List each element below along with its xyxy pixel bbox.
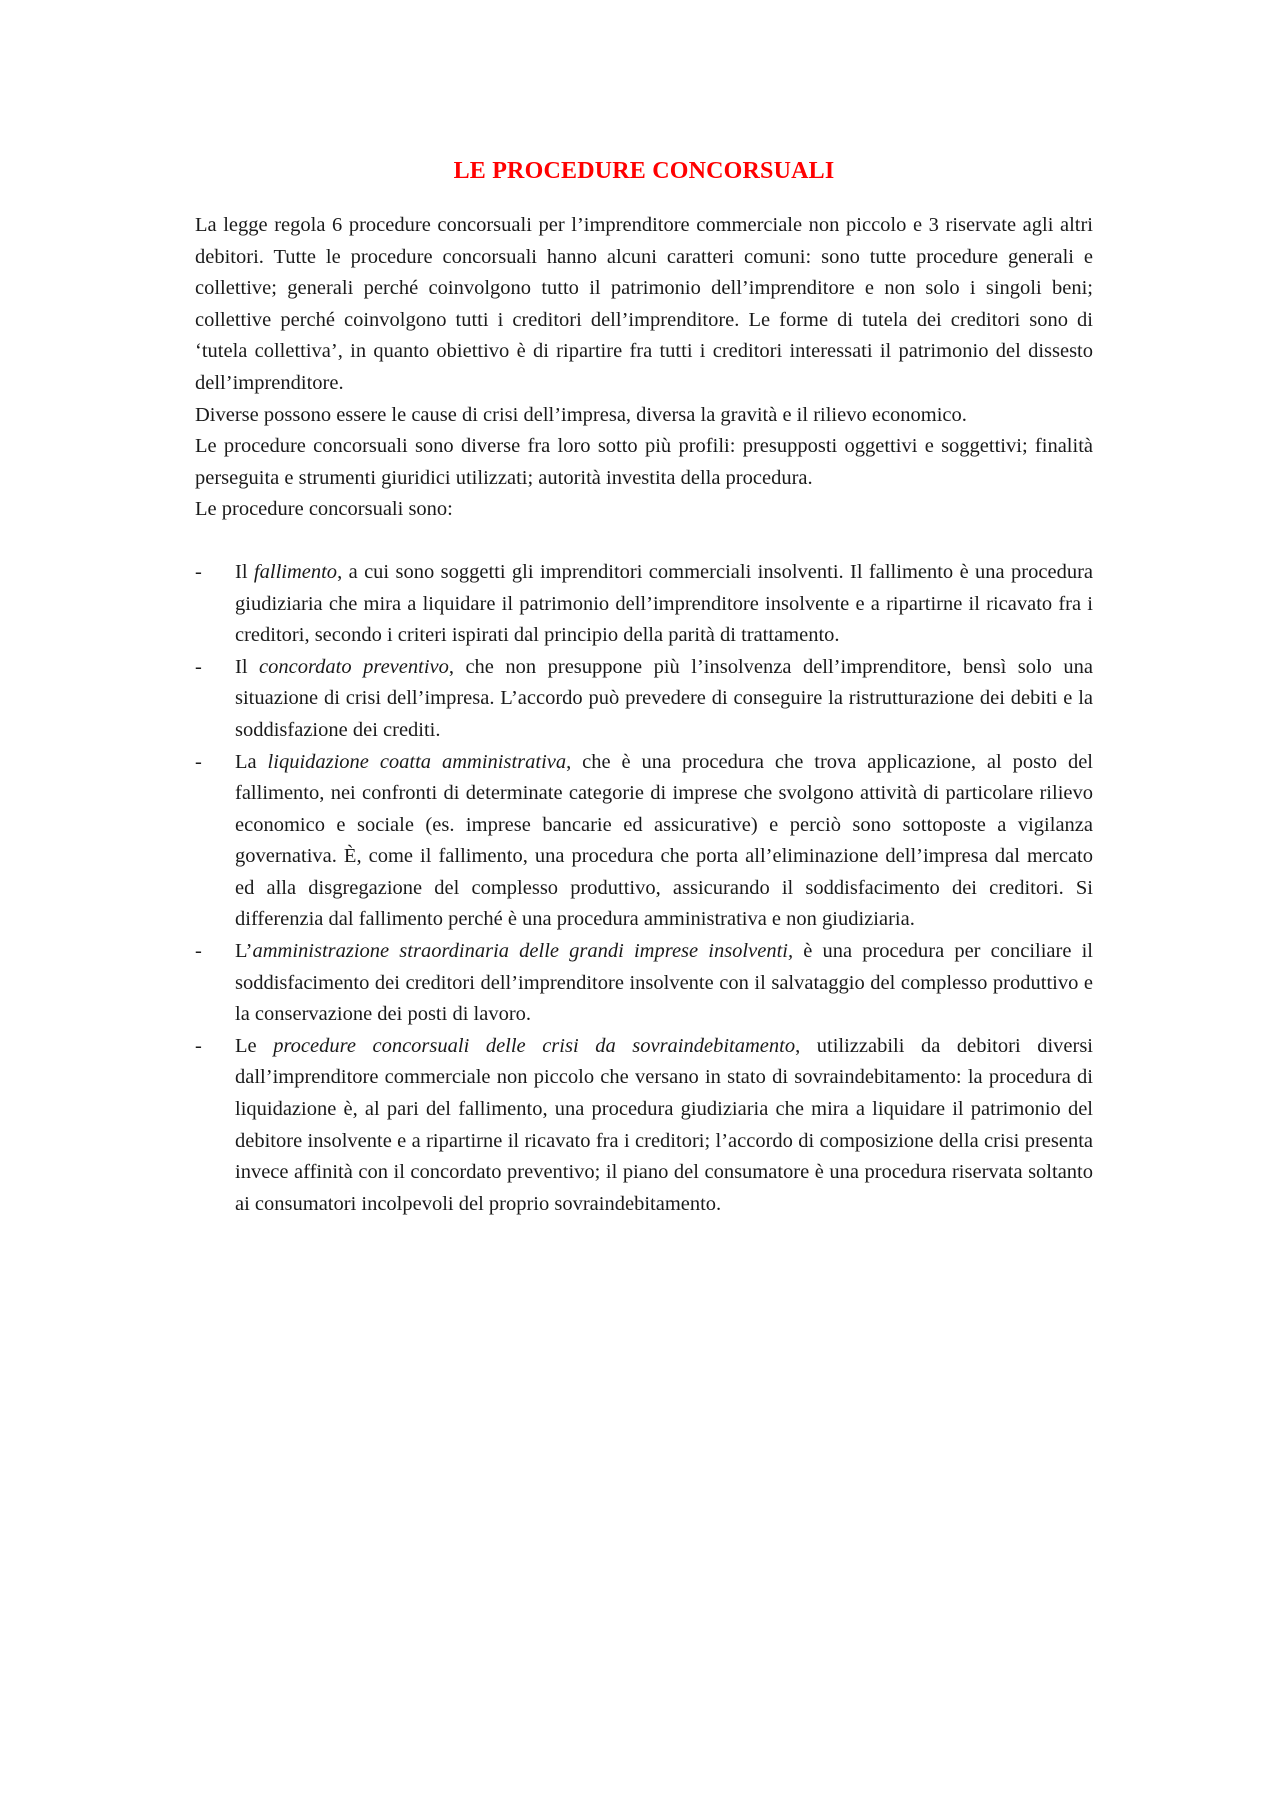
spacer [195,526,1093,557]
item-lead: Il [235,655,260,678]
item-text: , che non presuppone più l’insolvenza dell’imprenditore, bensì solo una situazione di crisi dell’impresa. L’accordo può prevedere di conseguire la ristrutturazione dei debiti e la soddisfazione dei crediti. [235,655,1093,741]
intro-paragraph-4: Le procedure concorsuali sono: [195,498,453,521]
list-item-amministrazione-straordinaria [195,936,1093,1031]
intro-paragraph-2: Diverse possono essere le cause di crisi dell’impresa, diversa la gravità e il rilievo economico. [195,403,967,426]
item-text: è una procedura per conciliare il soddisfacimento dei creditori dell’imprenditore insolvente con il salvataggio del complesso produttivo e la conservazione dei posti di lavoro. [235,940,1093,1026]
intro-paragraph-1: La legge regola 6 procedure concorsuali per l’imprenditore commerciale non piccolo e 3 riservate agli altri debitori. Tutte le procedure concorsuali hanno alcuni caratteri comuni: sono tutte procedure generali e collettive; generali perché coinvolgono tutto il patrimonio dell’imprenditore e non solo i singoli beni; collettive perché coinvolgono tutti i creditori dell’imprenditore. Le forme di tutela dei creditori sono di ‘tutela collettiva’, in quanto obiettivo è di ripartire fra tutti i creditori interessati il patrimonio del dissesto dell’imprenditore. [195,214,1093,394]
item-term: liquidazione coatta amministrativa [267,750,567,773]
item-lead: Le [235,1034,274,1057]
item-lead: Il [235,560,254,583]
item-term: amministrazione straordinaria delle grandi imprese insolventi, [252,940,794,963]
item-lead: L’ [235,940,253,963]
bullet-dash: - [195,750,202,773]
list-item-fallimento [195,557,1093,652]
item-text: , a cui sono soggetti gli imprenditori commerciali insolventi. Il fallimento è una procedura giudiziaria che mira a liquidare il patrimonio dell’imprenditore insolvente e a ripartirne il ricavato fra i creditori, secondo i criteri ispirati dal principio della parità di trattamento. [235,560,1093,647]
item-lead: La [235,750,268,773]
list-item-liquidazione-coatta [195,747,1093,937]
procedure-list [195,557,1093,1220]
item-term: procedure concorsuali delle crisi da sovraindebitamento [273,1034,796,1057]
item-text: , utilizzabili da debitori diversi dall’imprenditore commerciale non piccolo che versano in stato di sovraindebitamento: la procedura di liquidazione è, al pari del fallimento, una procedura giudiziaria che mira a liquidare il patrimonio del debitore insolvente e a ripartirne il ricavato fra i creditori; l’accordo di composizione della crisi presenta invece affinità con il concordato preventivo; il piano del consumatore è una procedura riservata soltanto ai consumatori incolpevoli del proprio sovraindebitamento. [235,1034,1093,1215]
bullet-dash: - [195,560,202,583]
item-text: , che è una procedura che trova applicazione, al posto del fallimento, nei confronti di determinate categorie di imprese che svolgono attività di particolare rilievo economico e sociale (es. imprese bancarie ed assicurative) e perciò sono sottoposte a vigilanza governativa. È, come il fallimento, una procedura che porta all’eliminazione dell’impresa dal mercato ed alla disgregazione del complesso produttivo, assicurando il soddisfacimento dei creditori. Si differenzia dal fallimento perché è una procedura amministrativa e non giudiziaria. [235,750,1094,931]
list-item-concordato-preventivo [195,652,1093,747]
list-item-sovraindebitamento [195,1031,1093,1221]
item-term: fallimento [253,560,338,583]
bullet-dash: - [195,1034,202,1057]
intro-paragraph-3: Le procedure concorsuali sono diverse fra loro sotto più profili: presupposti oggettivi e soggettivi; finalità perseguita e strumenti giuridici utilizzati; autorità investita della procedura. [195,435,1093,489]
page-title: LE PROCEDURE CONCORSUALI [453,158,835,184]
bullet-dash: - [195,940,202,963]
bullet-dash: - [195,655,202,678]
item-term: concordato preventivo [259,655,449,678]
